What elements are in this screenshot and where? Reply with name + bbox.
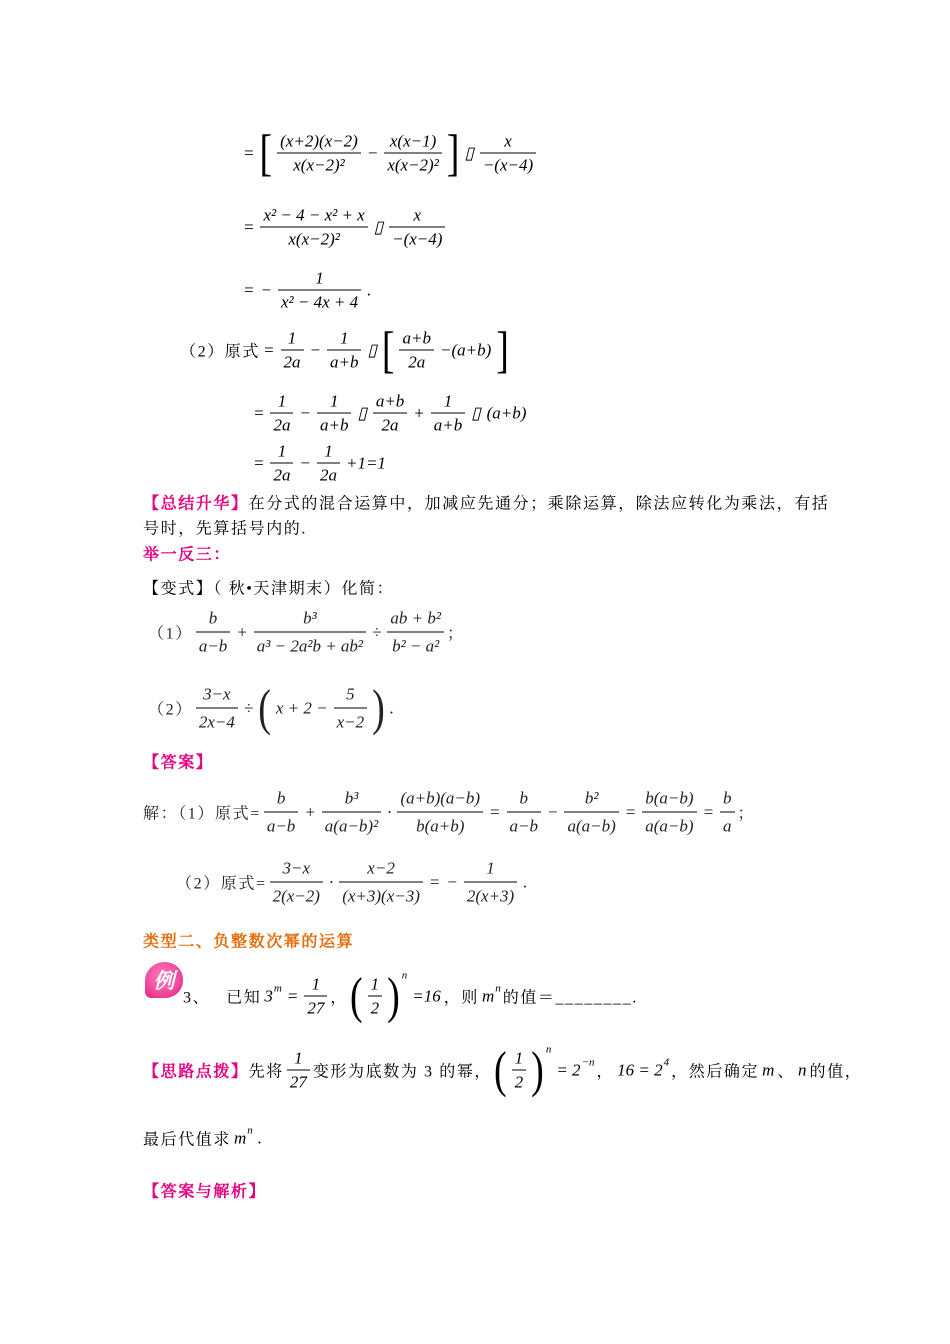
math-text: = <box>286 986 299 1005</box>
text: （1） <box>148 625 193 643</box>
denominator: 27 <box>307 998 325 1018</box>
numerator: a+b <box>373 391 407 414</box>
numerator: 3−x <box>270 858 323 883</box>
solution-2-step-1 <box>180 321 511 379</box>
numerator: 1 <box>281 328 304 351</box>
text: 3、 <box>183 989 211 1007</box>
denominator: −(x−4) <box>482 155 534 175</box>
numerator: 1 <box>304 974 327 997</box>
numerator: b <box>196 608 230 633</box>
math-text: n <box>798 1060 807 1079</box>
math-text: + <box>236 622 248 641</box>
text: 先将 <box>248 1063 284 1081</box>
text: 解：（1）原式= <box>143 805 261 823</box>
numerator: (a+b)(a−b) <box>397 788 483 813</box>
superscript: n <box>545 1043 552 1055</box>
fraction <box>281 328 304 373</box>
solution-1-step-1 <box>240 124 539 182</box>
math-text: . <box>389 698 395 717</box>
numerator: 5 <box>334 684 368 709</box>
example-badge: 例 <box>145 962 183 998</box>
text: 、 <box>777 1063 795 1081</box>
big-delimiter: ] <box>496 321 509 379</box>
fraction <box>264 788 298 837</box>
answer-part-2 <box>176 858 530 907</box>
numerator: x(x−1) <box>384 131 441 154</box>
superscript: n <box>495 982 501 994</box>
numerator: (x+2)(x−2) <box>277 131 361 154</box>
big-delimiter: ( <box>349 967 363 1025</box>
math-text: · <box>328 872 334 891</box>
denominator: 2a <box>319 465 337 485</box>
superscript: −n <box>581 1056 595 1068</box>
math-text: m <box>234 1128 247 1147</box>
denominator: 2a <box>273 465 291 485</box>
big-delimiter: ] <box>446 124 460 182</box>
denominator: a−b <box>266 816 296 836</box>
denominator: 2 <box>370 998 380 1018</box>
numerator: 3−x <box>196 684 238 709</box>
math-text: ÷ <box>243 698 254 717</box>
answer-part-1 <box>143 788 755 837</box>
variant-question <box>143 576 394 599</box>
denominator: a−b <box>509 816 538 836</box>
math-text: ▯ <box>357 403 367 422</box>
answer-heading <box>143 750 213 773</box>
fraction <box>387 608 444 657</box>
math-text: −(a+b) <box>439 340 492 359</box>
text: ， <box>330 989 348 1007</box>
math-text: − <box>547 802 559 821</box>
math-text: = <box>263 340 275 359</box>
math-text: = <box>243 143 255 162</box>
numerator: ab + b² <box>387 608 444 633</box>
math-text: 3 <box>264 986 273 1005</box>
fraction <box>322 788 381 837</box>
text: 号时，先算括号内的. <box>143 520 308 538</box>
fraction <box>327 328 361 373</box>
denominator: 2a <box>283 352 301 372</box>
math-text: ▯ <box>367 340 377 359</box>
numerator: b³ <box>254 608 366 633</box>
big-delimiter: ( <box>258 679 271 737</box>
text: （2）原式= <box>176 875 267 893</box>
math-text: 16 = 2 <box>617 1060 663 1079</box>
denominator: 2(x+3) <box>466 886 515 906</box>
denominator: a(a−b)² <box>324 816 379 836</box>
label: 【思路点拨】 <box>143 1063 249 1081</box>
hint-line-2 <box>143 1124 265 1150</box>
text: ； <box>737 805 756 823</box>
fraction <box>270 391 293 436</box>
denominator: (x+3)(x−3) <box>342 886 420 906</box>
math-text: = <box>253 453 265 472</box>
text: 在分式的混合运算中，加减应先通分；乘除运算，除法应转化为乘法，有括 <box>248 495 830 513</box>
denominator: a(a−b) <box>567 816 616 836</box>
fraction <box>260 205 367 250</box>
fraction <box>431 391 465 436</box>
numerator: b³ <box>322 788 381 813</box>
fraction <box>287 1048 310 1093</box>
math-text: ÷ <box>372 622 382 641</box>
summary-line-2 <box>143 516 307 539</box>
numerator: 1 <box>368 974 383 997</box>
denominator: x(x−2)² <box>387 155 439 175</box>
text: 的值， <box>809 1063 863 1081</box>
fraction <box>278 268 361 313</box>
label: 【答案与解析】 <box>143 1183 267 1201</box>
big-delimiter: ) <box>531 1041 544 1099</box>
fraction <box>196 684 238 733</box>
label: 举一反三： <box>143 546 232 564</box>
fraction <box>196 608 230 657</box>
math-text: +1=1 <box>345 453 386 472</box>
numerator: x <box>480 131 536 154</box>
numerator: b <box>264 788 298 813</box>
math-text: m <box>762 1060 775 1079</box>
superscript: n <box>247 1124 253 1136</box>
denominator: 2(x−2) <box>272 886 320 906</box>
fraction <box>317 391 351 436</box>
math-text: − <box>299 453 311 472</box>
text: 变形为底数为 3 的幂， <box>312 1063 493 1081</box>
fraction <box>334 684 368 733</box>
example-3-question <box>183 967 638 1025</box>
math-text: ▯ <box>373 217 384 236</box>
numerator: 1 <box>270 441 293 464</box>
denominator: 2a <box>408 352 426 372</box>
math-text: = 2 <box>556 1060 581 1079</box>
solution-1-step-3 <box>240 268 374 313</box>
math-text: . <box>257 1128 263 1147</box>
hint-line-1 <box>143 1041 863 1099</box>
math-text: − <box>309 340 321 359</box>
math-text: ▯ <box>464 143 474 162</box>
big-delimiter: [ <box>381 321 395 379</box>
numerator: 1 <box>270 391 293 414</box>
fraction <box>384 131 441 176</box>
fraction <box>368 974 383 1019</box>
numerator: 1 <box>431 391 465 414</box>
denominator: −(x−4) <box>392 229 443 249</box>
fraction <box>720 788 735 837</box>
numerator: 1 <box>287 1048 310 1071</box>
numerator: x−2 <box>339 858 423 883</box>
numerator: 1 <box>317 441 340 464</box>
text: （2）原式 <box>180 343 261 361</box>
denominator: a+b <box>329 352 359 372</box>
numerator: 1 <box>327 328 361 351</box>
fraction <box>397 788 483 837</box>
math-text: − <box>299 403 311 422</box>
denominator: 27 <box>289 1072 307 1092</box>
fraction <box>277 131 361 176</box>
fraction <box>339 858 423 907</box>
fraction <box>399 328 433 373</box>
fraction <box>464 858 517 907</box>
fraction <box>304 974 327 1019</box>
superscript: 4 <box>663 1056 670 1068</box>
math-text: = <box>489 802 501 821</box>
label: 【总结升华】 <box>143 495 249 513</box>
denominator: a−b <box>198 636 228 656</box>
numerator: a+b <box>399 328 433 351</box>
math-text: = <box>624 802 637 821</box>
text: （2） <box>148 701 193 719</box>
denominator: x² − 4x + 4 <box>280 292 359 312</box>
numerator: x <box>389 205 445 228</box>
math-text: − <box>366 143 379 162</box>
variant-part-2 <box>148 679 397 737</box>
solution-1-step-2 <box>240 205 448 250</box>
denominator: a+b <box>433 415 463 435</box>
big-delimiter: [ <box>259 124 273 182</box>
section-heading: 类型二、负整数次幂的运算 <box>143 933 355 951</box>
denominator: b(a+b) <box>416 816 465 836</box>
numerator: 1 <box>317 391 351 414</box>
label: 【答案】 <box>143 754 214 772</box>
fraction <box>512 1048 527 1093</box>
text: ； <box>446 625 465 643</box>
fraction <box>373 391 407 436</box>
numerator: b <box>507 788 541 813</box>
math-text: + <box>413 403 425 422</box>
text: ， <box>596 1063 615 1081</box>
math-text: = <box>428 872 441 891</box>
denominator: 2a <box>381 415 399 435</box>
math-text: = <box>243 280 255 299</box>
numerator: b(a−b) <box>642 788 696 813</box>
big-delimiter: ) <box>372 679 385 737</box>
variant-part-1 <box>148 608 465 657</box>
fraction <box>254 608 366 657</box>
denominator: a <box>723 816 732 836</box>
practice-heading <box>143 542 231 565</box>
summary-line-1 <box>143 491 829 514</box>
superscript: n <box>401 969 408 981</box>
math-text: x + 2 − <box>275 698 328 717</box>
fraction <box>642 788 696 837</box>
text: ，然后确定 <box>671 1063 760 1081</box>
numerator: 1 <box>512 1048 527 1071</box>
solution-2-step-2 <box>250 391 529 436</box>
fraction <box>480 131 536 176</box>
denominator: 2x−4 <box>198 712 235 732</box>
numerator: x² − 4 − x² + x <box>260 205 367 228</box>
text: 已知 <box>226 989 262 1007</box>
numerator: b <box>720 788 735 813</box>
denominator: x(x−2)² <box>293 155 345 175</box>
denominator: x(x−2)² <box>288 229 340 249</box>
fraction <box>270 858 323 907</box>
math-text: − <box>260 280 272 299</box>
text: 最后代值求 <box>143 1131 232 1149</box>
big-delimiter: ) <box>387 967 400 1025</box>
math-text: =16 <box>412 986 441 1005</box>
math-text: · <box>387 802 392 821</box>
denominator: x−2 <box>336 712 365 732</box>
denominator: 2 <box>514 1072 524 1092</box>
fraction <box>389 205 445 250</box>
math-text: . <box>367 280 372 299</box>
denominator: b² − a² <box>392 636 440 656</box>
denominator: a(a−b) <box>645 816 694 836</box>
denominator: 2a <box>273 415 291 435</box>
math-text: ▯ <box>471 403 481 422</box>
superscript: m <box>273 982 282 994</box>
math-text: − <box>446 872 458 891</box>
fraction <box>317 441 340 486</box>
answer-analysis-heading <box>143 1179 266 1202</box>
math-text: = <box>243 217 255 236</box>
text: ，则 <box>443 989 479 1007</box>
numerator: 1 <box>464 858 517 883</box>
section-title <box>143 929 354 952</box>
text: 【变式】（ 秋•天津期末）化简： <box>143 580 395 598</box>
math-text: m <box>481 986 495 1005</box>
denominator: a³ − 2a²b + ab² <box>256 636 364 656</box>
fraction <box>564 788 618 837</box>
denominator: a+b <box>319 415 349 435</box>
math-text: (a+b) <box>486 403 527 422</box>
numerator: b² <box>564 788 618 813</box>
big-delimiter: ( <box>494 1041 507 1099</box>
fraction <box>270 441 293 486</box>
math-text: = <box>702 802 715 821</box>
math-text: . <box>523 872 528 891</box>
math-text: + <box>304 802 316 821</box>
solution-2-step-3 <box>250 441 389 486</box>
numerator: 1 <box>278 268 361 291</box>
fraction <box>507 788 541 837</box>
math-text: = <box>253 403 265 422</box>
text: 的值＝________. <box>502 989 638 1007</box>
